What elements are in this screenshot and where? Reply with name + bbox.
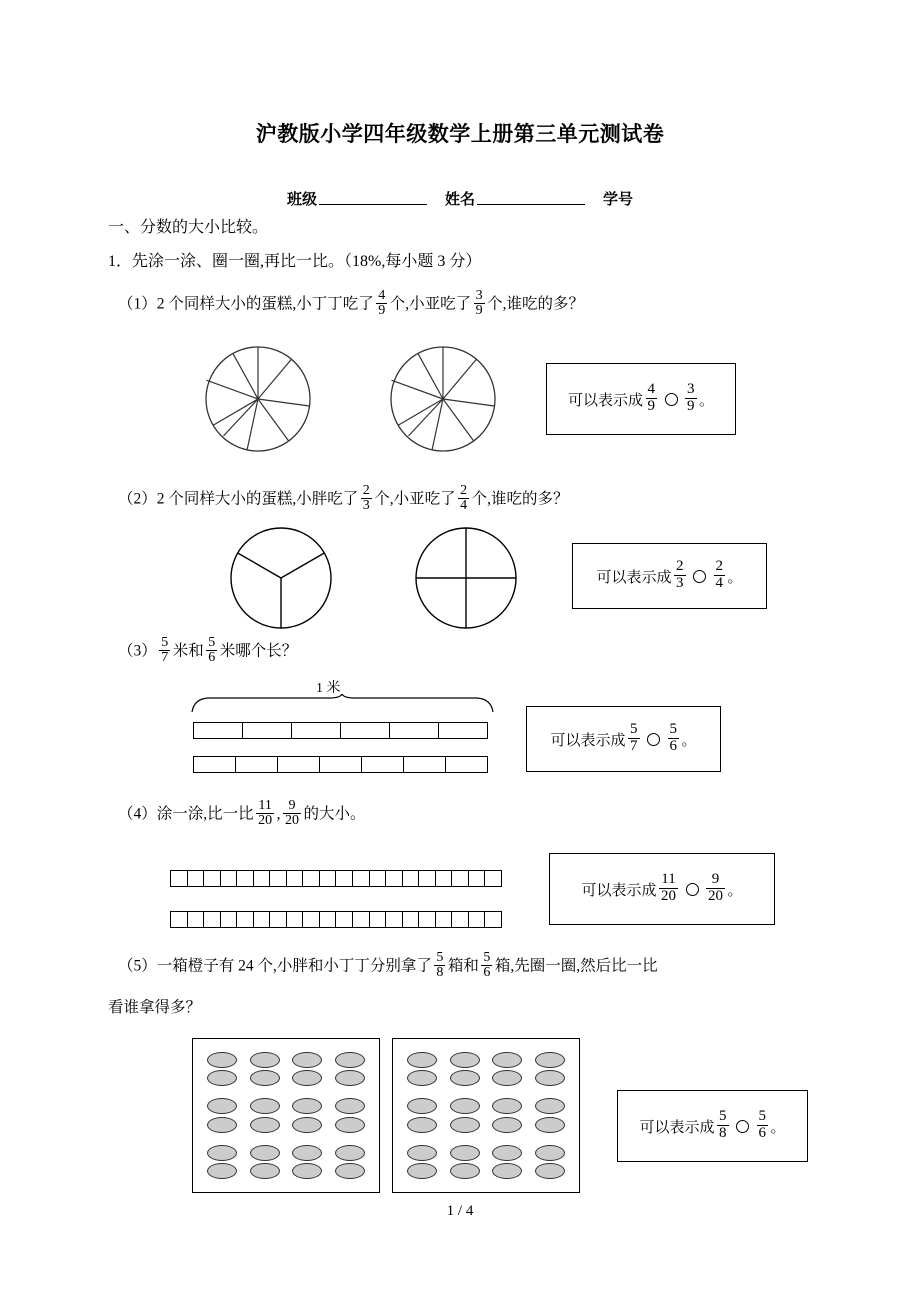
orange-item[interactable] (250, 1070, 280, 1086)
q3-bar-sevenths[interactable] (193, 756, 488, 773)
q2-answer-suffix: 。 (727, 569, 743, 586)
bar-cell[interactable] (303, 912, 320, 927)
orange-item[interactable] (335, 1098, 365, 1114)
bar-cell[interactable] (485, 871, 501, 886)
q3-answer-prefix: 可以表示成 (550, 732, 626, 749)
orange-item[interactable] (335, 1052, 365, 1068)
bar-cell[interactable] (446, 757, 487, 772)
bar-cell[interactable] (469, 912, 486, 927)
orange-row (407, 1163, 565, 1179)
q5-answer-box[interactable] (617, 1090, 808, 1162)
q1-comparison-circle[interactable] (665, 393, 678, 406)
orange-item[interactable] (535, 1070, 565, 1086)
bar-cell[interactable] (254, 912, 271, 927)
orange-row (407, 1070, 565, 1086)
orange-row (407, 1145, 565, 1161)
class-label: 班级 (286, 192, 317, 208)
orange-item[interactable] (492, 1145, 522, 1161)
question-3-fraction-right: $\frac{5}{6}$ (208, 635, 216, 666)
orange-item[interactable] (335, 1163, 365, 1179)
q4-answer-fraction-right: $\frac{9}{20}$ (708, 871, 723, 904)
q3-brace (190, 694, 495, 714)
orange-item[interactable] (207, 1098, 237, 1114)
page-number: 1 / 4 (446, 1203, 474, 1219)
question-4-text (118, 800, 366, 830)
q4-answer-fraction-left: $\frac{11}{20}$ (661, 871, 676, 904)
orange-item[interactable] (292, 1117, 322, 1133)
q3-bar-sixths[interactable] (193, 722, 488, 739)
bar-cell[interactable] (336, 871, 353, 886)
question-5-text-line2: 看谁拿得多？ (108, 999, 202, 1016)
q2-answer-box[interactable] (572, 543, 767, 609)
bar-cell[interactable] (390, 723, 439, 738)
orange-item[interactable] (207, 1145, 237, 1161)
name-blank[interactable] (477, 204, 585, 205)
q3-answer-suffix: 。 (681, 732, 697, 749)
page-title: 沪教版小学四年级数学上册第三单元测试卷 (255, 122, 665, 146)
bar-cell[interactable] (270, 912, 287, 927)
orange-item[interactable] (407, 1145, 437, 1161)
bar-cell[interactable] (287, 912, 304, 927)
bar-cell[interactable] (270, 871, 287, 886)
q2-answer-fraction-left: $\frac{2}{3}$ (676, 558, 684, 591)
orange-item[interactable] (407, 1163, 437, 1179)
bar-cell[interactable] (439, 723, 487, 738)
question-2-part-2: 个,小亚吃了 (374, 490, 456, 508)
question-2-part-3: 个,谁吃的多？ (471, 490, 569, 508)
q1-answer-fraction-left: $\frac{4}{9}$ (647, 381, 655, 414)
bar-cell[interactable] (320, 757, 362, 772)
question-5-part-3: 箱,先圈一圈,然后比一比 (494, 957, 658, 975)
question-1-part-3: 个,谁吃的多？ (487, 295, 585, 313)
question-4-part-2: , (276, 805, 281, 823)
q5-orange-box-right[interactable] (392, 1038, 580, 1193)
orange-item[interactable] (335, 1070, 365, 1086)
orange-item[interactable] (492, 1052, 522, 1068)
question-1-number: （1） (118, 295, 157, 313)
bar-cell[interactable] (353, 871, 370, 886)
orange-item[interactable] (450, 1117, 480, 1133)
bar-cell[interactable] (386, 871, 403, 886)
orange-item[interactable] (492, 1070, 522, 1086)
q3-brace-label: 1 米 (316, 681, 341, 696)
bar-cell[interactable] (171, 871, 188, 886)
orange-item[interactable] (450, 1052, 480, 1068)
q1-answer-prefix: 可以表示成 (567, 392, 643, 409)
question-5-part-2: 箱和 (447, 957, 479, 975)
orange-item[interactable] (292, 1163, 322, 1179)
bar-cell[interactable] (320, 912, 337, 927)
q4-answer-box[interactable] (549, 853, 775, 925)
question-2-text (118, 485, 569, 515)
bar-cell[interactable] (254, 871, 271, 886)
question-3-fraction-left: $\frac{5}{7}$ (161, 635, 169, 666)
orange-item[interactable] (250, 1098, 280, 1114)
orange-item[interactable] (207, 1163, 237, 1179)
question-4-number: （4） (118, 805, 157, 823)
orange-item[interactable] (292, 1070, 322, 1086)
orange-item[interactable] (207, 1117, 237, 1133)
q2-pie-thirds[interactable] (228, 525, 334, 631)
orange-item[interactable] (450, 1098, 480, 1114)
q3-comparison-circle[interactable] (647, 733, 660, 746)
question-3-part-2: 米和 (172, 642, 204, 660)
bar-cell[interactable] (370, 912, 387, 927)
q4-answer-suffix: 。 (727, 882, 743, 899)
bar-cell[interactable] (419, 912, 436, 927)
q2-comparison-circle[interactable] (693, 570, 706, 583)
bar-cell[interactable] (370, 871, 387, 886)
bar-cell[interactable] (243, 723, 292, 738)
q5-answer-suffix: 。 (770, 1119, 786, 1136)
question-2-number: （2） (118, 490, 157, 508)
orange-item[interactable] (450, 1163, 480, 1179)
bar-cell[interactable] (403, 912, 420, 927)
orange-item[interactable] (535, 1163, 565, 1179)
q4-comparison-circle[interactable] (686, 883, 699, 896)
q3-answer-fraction-left: $\frac{5}{7}$ (630, 721, 638, 754)
orange-item[interactable] (207, 1070, 237, 1086)
question-2-fraction-right: $\frac{2}{4}$ (460, 483, 468, 514)
question-1-text (118, 290, 584, 320)
bar-cell[interactable] (194, 757, 236, 772)
orange-row (207, 1145, 365, 1161)
q1-answer-box[interactable] (546, 363, 736, 435)
orange-item[interactable] (292, 1145, 322, 1161)
bar-cell[interactable] (436, 912, 453, 927)
orange-item[interactable] (407, 1052, 437, 1068)
orange-item[interactable] (535, 1145, 565, 1161)
bar-cell[interactable] (292, 723, 341, 738)
question-5-text (118, 952, 658, 982)
bar-cell[interactable] (485, 912, 501, 927)
orange-item[interactable] (492, 1098, 522, 1114)
question-5-number: （5） (118, 957, 157, 975)
question-4-part-3: 的大小。 (303, 805, 366, 823)
q2-answer-fraction-right: $\frac{2}{4}$ (715, 558, 723, 591)
q5-answer-prefix: 可以表示成 (639, 1119, 715, 1136)
q4-bar-top[interactable] (170, 870, 502, 887)
question-3-number: （3） (118, 642, 157, 660)
bar-cell[interactable] (221, 871, 238, 886)
orange-row (407, 1052, 565, 1068)
question-2-part-1: 2 个同样大小的蛋糕,小胖吃了 (156, 490, 359, 508)
question-2-fraction-left: $\frac{2}{3}$ (362, 483, 370, 514)
q3-answer-box[interactable] (526, 706, 721, 772)
q1-answer-suffix: 。 (699, 392, 715, 409)
bar-cell[interactable] (287, 871, 304, 886)
question-5-part-1: 一箱橙子有 24 个,小胖和小丁丁分别拿了 (156, 957, 432, 975)
bar-cell[interactable] (171, 912, 188, 927)
q1-pie-right[interactable] (388, 344, 498, 454)
bar-cell[interactable] (237, 871, 254, 886)
student-id-label: 学号 (603, 192, 634, 208)
q4-bar-bottom[interactable] (170, 911, 502, 928)
bar-cell[interactable] (237, 912, 254, 927)
q2-answer-prefix: 可以表示成 (596, 569, 672, 586)
student-info-row (0, 188, 920, 209)
orange-item[interactable] (207, 1052, 237, 1068)
bar-cell[interactable] (320, 871, 337, 886)
q1-answer-fraction-right: $\frac{3}{9}$ (687, 381, 695, 414)
bar-cell[interactable] (303, 871, 320, 886)
question-3-part-3: 米哪个长？ (219, 642, 298, 660)
question-5-fraction-left: $\frac{5}{8}$ (436, 950, 444, 981)
q5-comparison-circle[interactable] (736, 1120, 749, 1133)
orange-item[interactable] (292, 1052, 322, 1068)
bar-cell[interactable] (188, 912, 205, 927)
bar-cell[interactable] (386, 912, 403, 927)
orange-row (407, 1117, 565, 1133)
bar-cell[interactable] (452, 871, 469, 886)
name-label: 姓名 (444, 192, 475, 208)
orange-item[interactable] (250, 1163, 280, 1179)
question-1-part-2: 个,小亚吃了 (389, 295, 472, 313)
bar-cell[interactable] (188, 871, 205, 886)
orange-item[interactable] (492, 1117, 522, 1133)
orange-item[interactable] (407, 1098, 437, 1114)
orange-item[interactable] (535, 1098, 565, 1114)
orange-item[interactable] (407, 1117, 437, 1133)
bar-cell[interactable] (278, 757, 320, 772)
bar-cell[interactable] (362, 757, 404, 772)
bar-cell[interactable] (221, 912, 238, 927)
bar-cell[interactable] (236, 757, 278, 772)
bar-cell[interactable] (336, 912, 353, 927)
q3-answer-fraction-right: $\frac{5}{6}$ (669, 721, 677, 754)
orange-item[interactable] (450, 1070, 480, 1086)
orange-item[interactable] (407, 1070, 437, 1086)
q5-answer-fraction-right: $\frac{5}{6}$ (758, 1108, 766, 1141)
orange-row (207, 1070, 365, 1086)
orange-item[interactable] (492, 1163, 522, 1179)
question-1-part-1: 2 个同样大小的蛋糕,小丁丁吃了 (156, 295, 374, 313)
q2-pie-quarters[interactable] (413, 525, 519, 631)
orange-item[interactable] (535, 1052, 565, 1068)
q1-pie-left[interactable] (203, 344, 313, 454)
question-4-fraction-left: $\frac{11}{20}$ (258, 798, 273, 829)
section-heading: 一、分数的大小比较。 (108, 219, 269, 236)
bar-cell[interactable] (194, 723, 243, 738)
orange-item[interactable] (250, 1117, 280, 1133)
orange-row (207, 1117, 365, 1133)
question-1-fraction-left: $\frac{4}{9}$ (378, 288, 386, 319)
bar-cell[interactable] (452, 912, 469, 927)
orange-item[interactable] (535, 1117, 565, 1133)
question-1-fraction-right: $\frac{3}{9}$ (475, 288, 483, 319)
q5-answer-fraction-left: $\frac{5}{8}$ (719, 1108, 727, 1141)
bar-cell[interactable] (204, 871, 221, 886)
question-3-text (118, 637, 297, 667)
bar-cell[interactable] (341, 723, 390, 738)
orange-row (207, 1163, 365, 1179)
orange-item[interactable] (335, 1117, 365, 1133)
bar-cell[interactable] (436, 871, 453, 886)
question-4-part-1: 涂一涂,比一比 (156, 805, 254, 823)
orange-item[interactable] (292, 1098, 322, 1114)
bar-cell[interactable] (353, 912, 370, 927)
question-5-fraction-right: $\frac{5}{6}$ (483, 950, 491, 981)
bar-cell[interactable] (404, 757, 446, 772)
q5-orange-box-left[interactable] (192, 1038, 380, 1193)
orange-row (207, 1098, 365, 1114)
bar-cell[interactable] (419, 871, 436, 886)
orange-item[interactable] (250, 1145, 280, 1161)
question-lead: 1．先涂一涂、圈一圈,再比一比。（18%,每小题 3 分） (108, 253, 482, 270)
orange-row (207, 1052, 365, 1068)
bar-cell[interactable] (469, 871, 486, 886)
bar-cell[interactable] (204, 912, 221, 927)
orange-item[interactable] (250, 1052, 280, 1068)
orange-row (407, 1098, 565, 1114)
class-blank[interactable] (319, 204, 427, 205)
question-4-fraction-right: $\frac{9}{20}$ (285, 798, 300, 829)
orange-item[interactable] (335, 1145, 365, 1161)
q4-answer-prefix: 可以表示成 (581, 882, 657, 899)
bar-cell[interactable] (403, 871, 420, 886)
orange-item[interactable] (450, 1145, 480, 1161)
